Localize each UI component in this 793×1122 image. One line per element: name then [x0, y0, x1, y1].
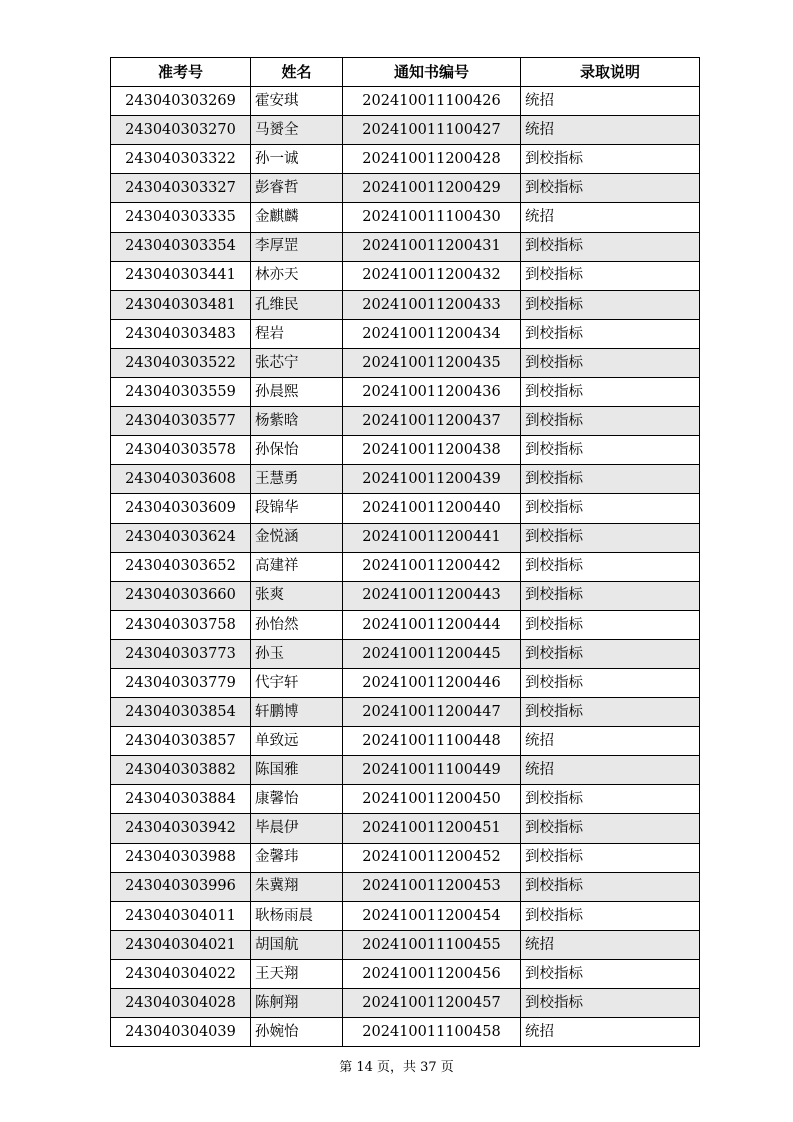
- admission-table: [110, 57, 700, 1047]
- table-row: [111, 436, 700, 465]
- admission-note-cell: 到校指标: [521, 465, 700, 494]
- table-row: [111, 261, 700, 290]
- table-row: [111, 756, 700, 785]
- name-cell: 代宇轩: [251, 668, 343, 697]
- header-notice-number: 通知书编号: [343, 58, 521, 87]
- notice-number-cell: 202410011200433: [343, 290, 521, 319]
- notice-number-cell: 202410011200428: [343, 145, 521, 174]
- header-exam-number: 准考号: [111, 58, 251, 87]
- notice-number-cell: 202410011100448: [343, 727, 521, 756]
- notice-number-cell: 202410011200452: [343, 843, 521, 872]
- notice-number-cell: 202410011200442: [343, 552, 521, 581]
- exam-number-cell: 243040303269: [111, 87, 251, 116]
- table-row: [111, 639, 700, 668]
- exam-number-cell: 243040303522: [111, 348, 251, 377]
- table-row: [111, 959, 700, 988]
- name-cell: 孙婉怡: [251, 1018, 343, 1047]
- exam-number-cell: 243040303779: [111, 668, 251, 697]
- exam-number-cell: 243040303335: [111, 203, 251, 232]
- table-row: [111, 930, 700, 959]
- name-cell: 李厚罡: [251, 232, 343, 261]
- table-row: [111, 989, 700, 1018]
- notice-number-cell: 202410011200434: [343, 319, 521, 348]
- exam-number-cell: 243040303559: [111, 378, 251, 407]
- admission-note-cell: 到校指标: [521, 552, 700, 581]
- admission-note-cell: 统招: [521, 756, 700, 785]
- exam-number-cell: 243040303773: [111, 639, 251, 668]
- admission-note-cell: 统招: [521, 87, 700, 116]
- name-cell: 彭睿哲: [251, 174, 343, 203]
- admission-note-cell: 到校指标: [521, 785, 700, 814]
- table-row: [111, 465, 700, 494]
- name-cell: 康馨怡: [251, 785, 343, 814]
- name-cell: 霍安琪: [251, 87, 343, 116]
- table-row: [111, 174, 700, 203]
- name-cell: 胡国航: [251, 930, 343, 959]
- table-row: [111, 698, 700, 727]
- name-cell: 毕晨伊: [251, 814, 343, 843]
- name-cell: 林亦天: [251, 261, 343, 290]
- admission-note-cell: 到校指标: [521, 174, 700, 203]
- admission-note-cell: 到校指标: [521, 872, 700, 901]
- table-row: [111, 843, 700, 872]
- notice-number-cell: 202410011200450: [343, 785, 521, 814]
- notice-number-cell: 202410011200447: [343, 698, 521, 727]
- exam-number-cell: 243040303652: [111, 552, 251, 581]
- notice-number-cell: 202410011200444: [343, 610, 521, 639]
- table-row: [111, 232, 700, 261]
- exam-number-cell: 243040303624: [111, 523, 251, 552]
- table-row: [111, 290, 700, 319]
- notice-number-cell: 202410011200429: [343, 174, 521, 203]
- table-row: [111, 348, 700, 377]
- table-row: [111, 668, 700, 697]
- table-row: [111, 87, 700, 116]
- exam-number-cell: 243040303327: [111, 174, 251, 203]
- admission-note-cell: 到校指标: [521, 959, 700, 988]
- notice-number-cell: 202410011200438: [343, 436, 521, 465]
- exam-number-cell: 243040304011: [111, 901, 251, 930]
- name-cell: 孙怡然: [251, 610, 343, 639]
- admission-note-cell: 到校指标: [521, 843, 700, 872]
- notice-number-cell: 202410011200453: [343, 872, 521, 901]
- notice-number-cell: 202410011200446: [343, 668, 521, 697]
- table-row: [111, 872, 700, 901]
- admission-note-cell: 到校指标: [521, 581, 700, 610]
- table-row: [111, 901, 700, 930]
- table-row: [111, 203, 700, 232]
- exam-number-cell: 243040303483: [111, 319, 251, 348]
- name-cell: 王天翔: [251, 959, 343, 988]
- admission-note-cell: 到校指标: [521, 232, 700, 261]
- exam-number-cell: 243040304022: [111, 959, 251, 988]
- name-cell: 单致远: [251, 727, 343, 756]
- name-cell: 孙保怡: [251, 436, 343, 465]
- exam-number-cell: 243040303857: [111, 727, 251, 756]
- name-cell: 孙晨熙: [251, 378, 343, 407]
- table-row: [111, 116, 700, 145]
- table-body: [111, 87, 700, 1047]
- notice-number-cell: 202410011200432: [343, 261, 521, 290]
- admission-note-cell: 到校指标: [521, 610, 700, 639]
- name-cell: 孙玉: [251, 639, 343, 668]
- admission-note-cell: 统招: [521, 203, 700, 232]
- notice-number-cell: 202410011200445: [343, 639, 521, 668]
- header-name: 姓名: [251, 58, 343, 87]
- name-cell: 孔维民: [251, 290, 343, 319]
- admission-note-cell: 统招: [521, 116, 700, 145]
- admission-note-cell: 到校指标: [521, 436, 700, 465]
- notice-number-cell: 202410011100430: [343, 203, 521, 232]
- notice-number-cell: 202410011200437: [343, 407, 521, 436]
- table-row: [111, 814, 700, 843]
- admission-note-cell: 到校指标: [521, 989, 700, 1018]
- admission-note-cell: 到校指标: [521, 348, 700, 377]
- name-cell: 段锦华: [251, 494, 343, 523]
- exam-number-cell: 243040303758: [111, 610, 251, 639]
- exam-number-cell: 243040303270: [111, 116, 251, 145]
- admission-note-cell: 到校指标: [521, 668, 700, 697]
- notice-number-cell: 202410011200431: [343, 232, 521, 261]
- table-row: [111, 523, 700, 552]
- name-cell: 金馨玮: [251, 843, 343, 872]
- name-cell: 程岩: [251, 319, 343, 348]
- admission-note-cell: 到校指标: [521, 698, 700, 727]
- admission-note-cell: 到校指标: [521, 319, 700, 348]
- admission-note-cell: 到校指标: [521, 901, 700, 930]
- notice-number-cell: 202410011200454: [343, 901, 521, 930]
- name-cell: 耿杨雨晨: [251, 901, 343, 930]
- exam-number-cell: 243040304021: [111, 930, 251, 959]
- exam-number-cell: 243040303481: [111, 290, 251, 319]
- exam-number-cell: 243040303854: [111, 698, 251, 727]
- exam-number-cell: 243040303609: [111, 494, 251, 523]
- notice-number-cell: 202410011100458: [343, 1018, 521, 1047]
- notice-number-cell: 202410011200435: [343, 348, 521, 377]
- notice-number-cell: 202410011200441: [343, 523, 521, 552]
- notice-number-cell: 202410011100427: [343, 116, 521, 145]
- table-row: [111, 581, 700, 610]
- name-cell: 张芯宁: [251, 348, 343, 377]
- notice-number-cell: 202410011200457: [343, 989, 521, 1018]
- notice-number-cell: 202410011200443: [343, 581, 521, 610]
- name-cell: 王慧勇: [251, 465, 343, 494]
- table-row: [111, 145, 700, 174]
- notice-number-cell: 202410011200440: [343, 494, 521, 523]
- exam-number-cell: 243040304039: [111, 1018, 251, 1047]
- table-row: [111, 407, 700, 436]
- table-row: [111, 378, 700, 407]
- name-cell: 马赟全: [251, 116, 343, 145]
- name-cell: 陈国雅: [251, 756, 343, 785]
- table-row: [111, 494, 700, 523]
- admission-note-cell: 到校指标: [521, 523, 700, 552]
- notice-number-cell: 202410011100426: [343, 87, 521, 116]
- admission-note-cell: 到校指标: [521, 639, 700, 668]
- notice-number-cell: 202410011200451: [343, 814, 521, 843]
- name-cell: 高建祥: [251, 552, 343, 581]
- table-row: [111, 727, 700, 756]
- admission-note-cell: 统招: [521, 1018, 700, 1047]
- exam-number-cell: 243040303884: [111, 785, 251, 814]
- name-cell: 朱冀翔: [251, 872, 343, 901]
- table-row: [111, 1018, 700, 1047]
- notice-number-cell: 202410011100455: [343, 930, 521, 959]
- header-admission-note: 录取说明: [521, 58, 700, 87]
- admission-note-cell: 统招: [521, 930, 700, 959]
- notice-number-cell: 202410011200436: [343, 378, 521, 407]
- admission-note-cell: 到校指标: [521, 494, 700, 523]
- exam-number-cell: 243040303882: [111, 756, 251, 785]
- name-cell: 陈舸翔: [251, 989, 343, 1018]
- exam-number-cell: 243040303577: [111, 407, 251, 436]
- admission-note-cell: 到校指标: [521, 378, 700, 407]
- admission-note-cell: 到校指标: [521, 290, 700, 319]
- table-row: [111, 785, 700, 814]
- notice-number-cell: 202410011200439: [343, 465, 521, 494]
- exam-number-cell: 243040303660: [111, 581, 251, 610]
- name-cell: 轩鹏博: [251, 698, 343, 727]
- exam-number-cell: 243040303354: [111, 232, 251, 261]
- exam-number-cell: 243040303996: [111, 872, 251, 901]
- exam-number-cell: 243040303942: [111, 814, 251, 843]
- exam-number-cell: 243040303988: [111, 843, 251, 872]
- table-row: [111, 319, 700, 348]
- admission-note-cell: 到校指标: [521, 145, 700, 174]
- exam-number-cell: 243040303441: [111, 261, 251, 290]
- page-footer: 第 14 页，共 37 页: [339, 1060, 454, 1075]
- exam-number-cell: 243040304028: [111, 989, 251, 1018]
- name-cell: 张爽: [251, 581, 343, 610]
- admission-note-cell: 到校指标: [521, 261, 700, 290]
- exam-number-cell: 243040303608: [111, 465, 251, 494]
- exam-number-cell: 243040303578: [111, 436, 251, 465]
- name-cell: 孙一诚: [251, 145, 343, 174]
- name-cell: 金悦涵: [251, 523, 343, 552]
- name-cell: 金麒麟: [251, 203, 343, 232]
- table-row: [111, 610, 700, 639]
- exam-number-cell: 243040303322: [111, 145, 251, 174]
- notice-number-cell: 202410011100449: [343, 756, 521, 785]
- name-cell: 杨紫晗: [251, 407, 343, 436]
- table-header-row: [111, 58, 700, 87]
- notice-number-cell: 202410011200456: [343, 959, 521, 988]
- admission-note-cell: 到校指标: [521, 814, 700, 843]
- admission-note-cell: 统招: [521, 727, 700, 756]
- admission-note-cell: 到校指标: [521, 407, 700, 436]
- table-row: [111, 552, 700, 581]
